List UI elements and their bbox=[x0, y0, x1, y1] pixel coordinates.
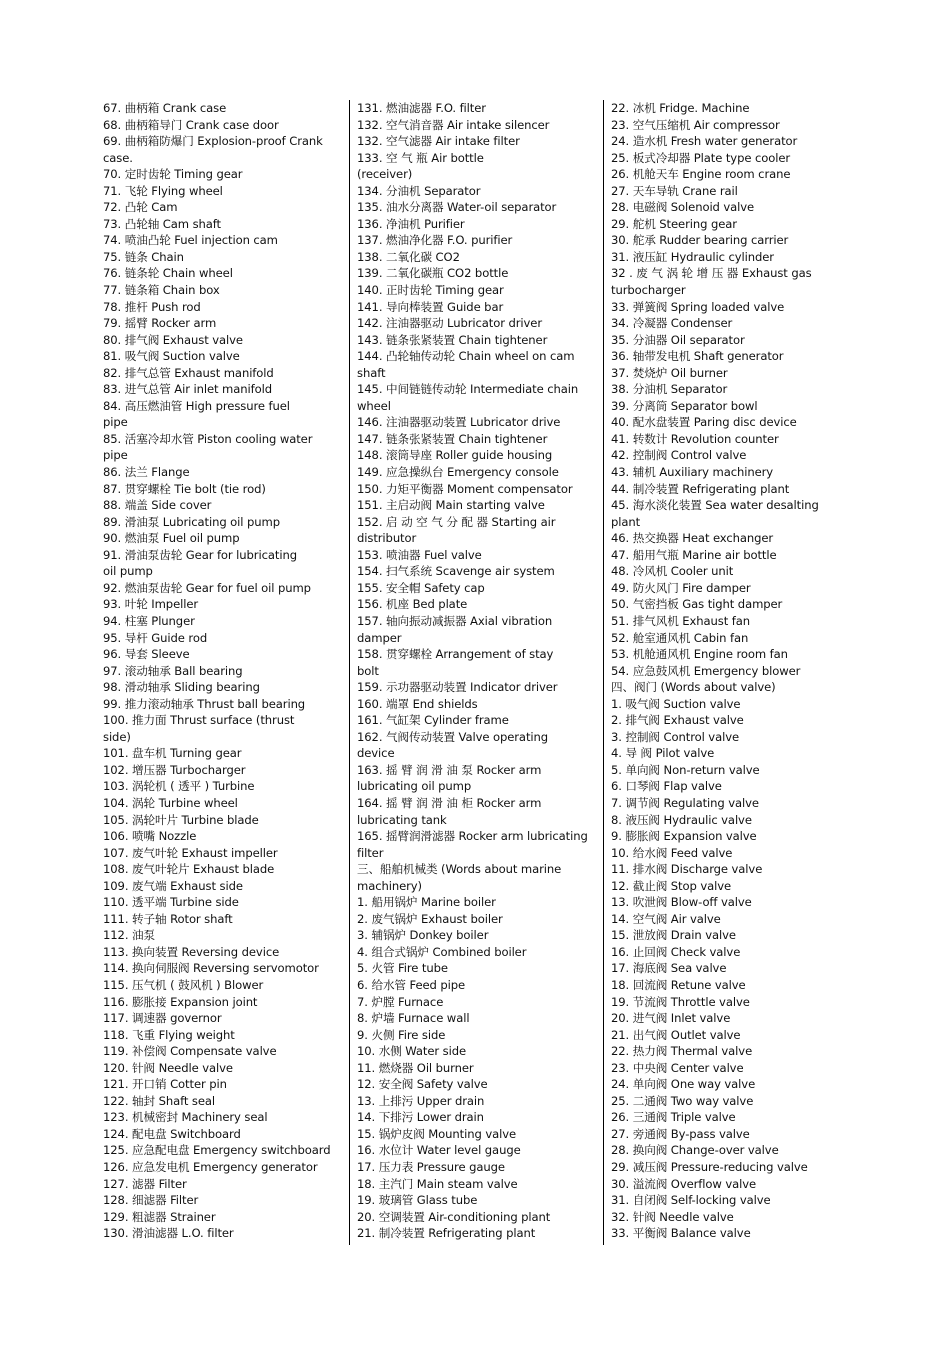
text-line: 145. 中间链链传动轮 Intermediate chain bbox=[357, 382, 579, 397]
text-line: 47. 船用气瓶 Marine air bottle bbox=[611, 547, 777, 562]
text-line: 71. 飞轮 Flying wheel bbox=[103, 183, 223, 198]
text-line: 32. 针阀 Needle valve bbox=[611, 1209, 734, 1224]
text-line: 17. 海底阀 Sea valve bbox=[611, 961, 727, 976]
text-line: 138. 二氧化碳 CO2 bbox=[357, 249, 460, 264]
text-line: 24. 造水机 Fresh water generator bbox=[611, 134, 798, 149]
text-line: 37. 焚烧炉 Oil burner bbox=[611, 365, 728, 380]
text-line: 48. 冷风机 Cooler unit bbox=[611, 564, 734, 579]
text-line: 13. 吹泄阀 Blow-off valve bbox=[611, 895, 752, 910]
text-line: 51. 排气风机 Exhaust fan bbox=[611, 613, 750, 628]
text-line: 53. 机舱通风机 Engine room fan bbox=[611, 647, 788, 662]
text-line: 16. 止回阀 Check valve bbox=[611, 944, 741, 959]
text-line: 122. 轴封 Shaft seal bbox=[103, 1093, 215, 1108]
text-line: 89. 滑油泵 Lubricating oil pump bbox=[103, 514, 280, 529]
text-line: 四、阀门 (Words about valve) bbox=[611, 680, 776, 695]
text-line: 69. 曲柄箱防爆门 Explosion-proof Crank bbox=[103, 134, 323, 149]
text-line: 39. 分离筒 Separator bowl bbox=[611, 398, 758, 413]
text-line: 105. 涡轮叶片 Turbine blade bbox=[103, 812, 259, 827]
text-line: 31. 液压缸 Hydraulic cylinder bbox=[611, 249, 774, 264]
text-line: 80. 排气阀 Exhaust valve bbox=[103, 332, 243, 347]
text-line: 2. 废气锅炉 Exhaust boiler bbox=[357, 911, 503, 926]
text-line: 141. 导向棒装置 Guide bar bbox=[357, 299, 504, 314]
text-line: 21. 出气阀 Outlet valve bbox=[611, 1027, 741, 1042]
text-line: 96. 导套 Sleeve bbox=[103, 647, 190, 662]
text-line: 117. 调速器 governor bbox=[103, 1011, 222, 1026]
text-line: 50. 气密挡板 Gas tight damper bbox=[611, 597, 783, 612]
text-line: 149. 应急操纵台 Emergency console bbox=[357, 465, 559, 480]
text-line: 54. 应急鼓风机 Emergency blower bbox=[611, 663, 801, 678]
text-line: 21. 制冷装置 Refrigerating plant bbox=[357, 1226, 536, 1241]
text-line: 2. 排气阀 Exhaust valve bbox=[611, 713, 744, 728]
text-line: 4. 组合式锅炉 Combined boiler bbox=[357, 944, 527, 959]
text-line: 132. 空气消音器 Air intake silencer bbox=[357, 117, 550, 132]
text-line: 5. 单向阀 Non-return valve bbox=[611, 762, 760, 777]
text-line: 12. 安全阀 Safety valve bbox=[357, 1077, 488, 1092]
text-line: 128. 细滤器 Filter bbox=[103, 1193, 199, 1208]
column-2 bbox=[357, 100, 599, 1242]
text-line: 150. 力矩平衡器 Moment compensator bbox=[357, 481, 573, 496]
text-line: 146. 注油器驱动装置 Lubricator drive bbox=[357, 415, 561, 430]
text-line: lubricating tank bbox=[357, 812, 447, 827]
text-line: 115. 压气机 ( 鼓风机 ) Blower bbox=[103, 977, 264, 992]
text-line: 18. 回流阀 Retune valve bbox=[611, 977, 746, 992]
text-line: 120. 针阀 Needle valve bbox=[103, 1060, 233, 1075]
text-line: shaft bbox=[357, 365, 386, 380]
text-line: 8. 液压阀 Hydraulic valve bbox=[611, 812, 752, 827]
text-line: 3. 控制阀 Control valve bbox=[611, 729, 739, 744]
text-line: 106. 喷嘴 Nozzle bbox=[103, 829, 197, 844]
text-line: 119. 补偿阀 Compensate valve bbox=[103, 1044, 277, 1059]
text-line: 79. 摇臂 Rocker arm bbox=[103, 316, 217, 331]
column-3 bbox=[611, 100, 853, 1242]
text-line: 19. 节流阀 Throttle valve bbox=[611, 994, 750, 1009]
text-line: 97. 滚动轴承 Ball bearing bbox=[103, 663, 243, 678]
text-line: turbocharger bbox=[611, 283, 686, 298]
text-line: 82. 排气总管 Exhaust manifold bbox=[103, 365, 274, 380]
text-line: 68. 曲柄箱导门 Crank case door bbox=[103, 117, 279, 132]
text-line: 1. 吸气阀 Suction valve bbox=[611, 696, 741, 711]
text-line: 133. 空 气 瓶 Air bottle bbox=[357, 150, 484, 165]
text-line: 116. 膨胀接 Expansion joint bbox=[103, 994, 258, 1009]
text-line: 118. 飞重 Flying weight bbox=[103, 1027, 235, 1042]
column-divider-2 bbox=[603, 100, 604, 1245]
text-line: pipe bbox=[103, 415, 128, 430]
text-line: distributor bbox=[357, 531, 417, 546]
text-line: 75. 链条 Chain bbox=[103, 249, 184, 264]
text-line: 136. 净油机 Purifier bbox=[357, 216, 465, 231]
text-line: 44. 制冷装置 Refrigerating plant bbox=[611, 481, 790, 496]
text-line: side) bbox=[103, 729, 131, 744]
text-line: 109. 废气端 Exhaust side bbox=[103, 878, 243, 893]
text-line: 20. 进气阀 Inlet valve bbox=[611, 1011, 731, 1026]
text-line: 26. 三通阀 Triple valve bbox=[611, 1110, 736, 1125]
text-line: 35. 分油器 Oil separator bbox=[611, 332, 745, 347]
text-line: 7. 炉膛 Furnace bbox=[357, 994, 444, 1009]
text-line: 3. 辅锅炉 Donkey boiler bbox=[357, 928, 489, 943]
text-line: machinery) bbox=[357, 878, 422, 893]
text-line: 31. 自闭阀 Self-locking valve bbox=[611, 1193, 771, 1208]
text-line: 22. 热力阀 Thermal valve bbox=[611, 1044, 753, 1059]
text-line: 121. 开口销 Cotter pin bbox=[103, 1077, 227, 1092]
text-line: 160. 端罩 End shields bbox=[357, 696, 478, 711]
text-line: 74. 喷油凸轮 Fuel injection cam bbox=[103, 233, 278, 248]
text-line: 132. 空气滤器 Air intake filter bbox=[357, 134, 520, 149]
text-line: 90. 燃油泵 Fuel oil pump bbox=[103, 531, 240, 546]
text-line: 13. 上排污 Upper drain bbox=[357, 1093, 485, 1108]
text-line: 100. 推力面 Thrust surface (thrust bbox=[103, 713, 295, 728]
text-line: case. bbox=[103, 150, 133, 165]
text-line: 28. 换向阀 Change-over valve bbox=[611, 1143, 779, 1158]
text-line: 10. 给水阀 Feed valve bbox=[611, 845, 733, 860]
text-line: 88. 端盖 Side cover bbox=[103, 498, 212, 513]
text-line: 49. 防火风门 Fire damper bbox=[611, 580, 751, 595]
text-line: 1. 船用锅炉 Marine boiler bbox=[357, 895, 496, 910]
text-line: 135. 油水分离器 Water-oil separator bbox=[357, 200, 557, 215]
text-line: 27. 天车导轨 Crane rail bbox=[611, 183, 738, 198]
text-line: 140. 正时齿轮 Timing gear bbox=[357, 283, 504, 298]
text-line: 6. 给水管 Feed pipe bbox=[357, 977, 466, 992]
text-line: 34. 冷凝器 Condenser bbox=[611, 316, 733, 331]
text-line: 三、船舶机械类 (Words about marine bbox=[357, 862, 562, 877]
text-line: 144. 凸轮轴传动轮 Chain wheel on cam bbox=[357, 349, 575, 364]
text-line: 151. 主启动阀 Main starting valve bbox=[357, 498, 545, 513]
text-line: 112. 油泵 bbox=[103, 928, 155, 943]
text-line: 159. 示功器驱动装置 Indicator driver bbox=[357, 680, 558, 695]
text-line: 161. 气缸架 Cylinder frame bbox=[357, 713, 509, 728]
column-divider-1 bbox=[349, 100, 350, 1245]
text-line: 15. 泄放阀 Drain valve bbox=[611, 928, 736, 943]
text-line: 15. 锅炉皮阀 Mounting valve bbox=[357, 1126, 517, 1141]
text-line: 20. 空调装置 Air-conditioning plant bbox=[357, 1209, 551, 1224]
text-line: 107. 废气叶轮 Exhaust impeller bbox=[103, 845, 278, 860]
text-line: 147. 链条张紧装置 Chain tightener bbox=[357, 431, 548, 446]
text-line: 93. 叶轮 Impeller bbox=[103, 597, 199, 612]
text-line: 157. 轴向振动减振器 Axial vibration bbox=[357, 613, 553, 628]
text-line: bolt bbox=[357, 663, 379, 678]
text-line: 7. 调节阀 Regulating valve bbox=[611, 795, 759, 810]
text-line: 52. 舱室通风机 Cabin fan bbox=[611, 630, 749, 645]
text-line: 23. 空气压缩机 Air compressor bbox=[611, 117, 780, 132]
text-line: 154. 扫气系统 Scavenge air system bbox=[357, 564, 555, 579]
text-line: 38. 分油机 Separator bbox=[611, 382, 728, 397]
text-line: 17. 压力表 Pressure gauge bbox=[357, 1160, 505, 1174]
text-line: 123. 机械密封 Machinery seal bbox=[103, 1110, 268, 1125]
text-line: 114. 换向伺服阀 Reversing servomotor bbox=[103, 961, 319, 976]
text-line: 27. 旁通阀 By-pass valve bbox=[611, 1126, 750, 1141]
text-line: 108. 废气叶轮片 Exhaust blade bbox=[103, 862, 275, 877]
text-line: 29. 舵机 Steering gear bbox=[611, 216, 737, 231]
text-line: 163. 摇 臂 润 滑 油 泵 Rocker arm bbox=[357, 762, 542, 777]
text-line: 19. 玻璃管 Glass tube bbox=[357, 1193, 478, 1208]
text-line: 91. 滑油泵齿轮 Gear for lubricating bbox=[103, 547, 297, 562]
text-line: device bbox=[357, 746, 395, 761]
text-line: 32 . 废 气 涡 轮 增 压 器 Exhaust gas bbox=[611, 266, 812, 281]
text-line: 8. 炉墙 Furnace wall bbox=[357, 1011, 470, 1026]
text-line: 12. 截止阀 Stop valve bbox=[611, 878, 732, 893]
text-line: 124. 配电盘 Switchboard bbox=[103, 1126, 241, 1141]
text-line: 26. 机舱天车 Engine room crane bbox=[611, 167, 791, 182]
text-line: 22. 冰机 Fridge. Machine bbox=[611, 101, 750, 115]
text-line: 156. 机座 Bed plate bbox=[357, 597, 468, 612]
text-line: 85. 活塞冷却水管 Piston cooling water bbox=[103, 431, 313, 446]
text-line: 164. 摇 臂 润 滑 油 柜 Rocker arm bbox=[357, 795, 542, 810]
text-line: 99. 推力滚动轴承 Thrust ball bearing bbox=[103, 696, 306, 711]
text-line: 6. 口琴阀 Flap valve bbox=[611, 779, 722, 794]
text-line: 153. 喷油器 Fuel valve bbox=[357, 547, 482, 562]
text-line: 94. 柱塞 Plunger bbox=[103, 613, 195, 628]
text-line: 73. 凸轮轴 Cam shaft bbox=[103, 216, 221, 231]
text-line: 127. 滤器 Filter bbox=[103, 1176, 187, 1191]
text-line: 33. 弹簧阀 Spring loaded valve bbox=[611, 299, 785, 314]
text-line: 29. 减压阀 Pressure-reducing valve bbox=[611, 1160, 808, 1174]
text-line: 143. 链条张紧装置 Chain tightener bbox=[357, 332, 548, 347]
text-line: 70. 定时齿轮 Timing gear bbox=[103, 167, 243, 182]
text-line: 23. 中央阀 Center valve bbox=[611, 1060, 744, 1075]
text-line: 104. 涡轮 Turbine wheel bbox=[103, 795, 238, 810]
text-line: 92. 燃油泵齿轮 Gear for fuel oil pump bbox=[103, 580, 311, 595]
text-line: wheel bbox=[357, 398, 391, 413]
text-line: (receiver) bbox=[357, 167, 413, 182]
text-line: 4. 导 阀 Pilot valve bbox=[611, 746, 715, 761]
text-line: 36. 轴带发电机 Shaft generator bbox=[611, 349, 784, 364]
column-1 bbox=[103, 100, 343, 1242]
text-line: 81. 吸气阀 Suction valve bbox=[103, 349, 240, 364]
text-line: pipe bbox=[103, 448, 128, 463]
text-line: 40. 配水盘装置 Paring disc device bbox=[611, 415, 797, 430]
text-line: 98. 滑动轴承 Sliding bearing bbox=[103, 680, 260, 695]
text-line: 9. 膨胀阀 Expansion valve bbox=[611, 829, 757, 844]
text-line: 148. 滚筒导座 Roller guide housing bbox=[357, 448, 553, 463]
text-line: 130. 滑油滤器 L.O. filter bbox=[103, 1226, 234, 1241]
text-line: 14. 下排污 Lower drain bbox=[357, 1110, 484, 1125]
text-line: 142. 注油器驱动 Lubricator driver bbox=[357, 316, 542, 331]
text-line: 5. 火管 Fire tube bbox=[357, 961, 448, 976]
text-line: 72. 凸轮 Cam bbox=[103, 200, 178, 215]
text-line: 134. 分油机 Separator bbox=[357, 183, 481, 198]
text-line: 9. 火侧 Fire side bbox=[357, 1027, 446, 1042]
text-line: 77. 链条箱 Chain box bbox=[103, 283, 220, 298]
text-line: 24. 单向阀 One way valve bbox=[611, 1077, 756, 1092]
text-line: 10. 水侧 Water side bbox=[357, 1044, 467, 1059]
text-line: 16. 水位计 Water level gauge bbox=[357, 1143, 521, 1158]
text-line: 28. 电磁阀 Solenoid valve bbox=[611, 200, 755, 215]
text-line: 14. 空气阀 Air valve bbox=[611, 911, 721, 926]
text-line: 11. 燃烧器 Oil burner bbox=[357, 1060, 474, 1075]
text-line: 152. 启 动 空 气 分 配 器 Starting air bbox=[357, 514, 556, 529]
text-line: 42. 控制阀 Control valve bbox=[611, 448, 747, 463]
text-line: 87. 贯穿螺栓 Tie bolt (tie rod) bbox=[103, 481, 266, 496]
text-line: plant bbox=[611, 514, 641, 529]
text-line: 125. 应急配电盘 Emergency switchboard bbox=[103, 1143, 331, 1158]
text-line: 46. 热交换器 Heat exchanger bbox=[611, 531, 774, 546]
text-line: 76. 链条轮 Chain wheel bbox=[103, 266, 233, 281]
text-line: 33. 平衡阀 Balance valve bbox=[611, 1226, 751, 1241]
text-line: 165. 摇臂润滑滤器 Rocker arm lubricating bbox=[357, 829, 588, 844]
text-line: 131. 燃油滤器 F.O. filter bbox=[357, 101, 486, 115]
text-line: 139. 二氧化碳瓶 CO2 bottle bbox=[357, 266, 509, 281]
text-line: 43. 辅机 Auxiliary machinery bbox=[611, 465, 774, 480]
text-line: 95. 导杆 Guide rod bbox=[103, 630, 208, 645]
text-line: 67. 曲柄箱 Crank case bbox=[103, 101, 227, 115]
text-line: filter bbox=[357, 845, 384, 860]
text-line: 25. 二通阀 Two way valve bbox=[611, 1093, 754, 1108]
text-line: 101. 盘车机 Turning gear bbox=[103, 746, 242, 761]
text-line: 83. 进气总管 Air inlet manifold bbox=[103, 382, 272, 397]
text-line: 126. 应急发电机 Emergency generator bbox=[103, 1160, 318, 1174]
text-line: 162. 气阀传动装置 Valve operating bbox=[357, 729, 549, 744]
text-line: oil pump bbox=[103, 564, 153, 579]
text-line: 30. 舵承 Rudder bearing carrier bbox=[611, 233, 789, 248]
text-line: lubricating oil pump bbox=[357, 779, 472, 794]
text-line: damper bbox=[357, 630, 402, 645]
text-line: 137. 燃油净化器 F.O. purifier bbox=[357, 233, 513, 248]
text-line: 103. 涡轮机 ( 透平 ) Turbine bbox=[103, 779, 255, 794]
text-line: 86. 法兰 Flange bbox=[103, 465, 190, 480]
text-line: 78. 推杆 Push rod bbox=[103, 299, 201, 314]
text-line: 129. 粗滤器 Strainer bbox=[103, 1209, 216, 1224]
text-line: 111. 转子轴 Rotor shaft bbox=[103, 911, 233, 926]
text-line: 25. 板式冷却器 Plate type cooler bbox=[611, 150, 791, 165]
text-line: 11. 排水阀 Discharge valve bbox=[611, 862, 763, 877]
text-line: 155. 安全帽 Safety cap bbox=[357, 580, 485, 595]
text-line: 30. 溢流阀 Overflow valve bbox=[611, 1176, 757, 1191]
text-line: 110. 透平端 Turbine side bbox=[103, 895, 239, 910]
text-line: 41. 转数计 Revolution counter bbox=[611, 431, 779, 446]
text-line: 113. 换向装置 Reversing device bbox=[103, 944, 280, 959]
text-line: 45. 海水淡化装置 Sea water desalting bbox=[611, 498, 819, 513]
text-line: 84. 高压燃油管 High pressure fuel bbox=[103, 398, 290, 413]
text-line: 18. 主汽门 Main steam valve bbox=[357, 1176, 518, 1191]
text-line: 102. 增压器 Turbocharger bbox=[103, 762, 246, 777]
text-line: 158. 贯穿螺栓 Arrangement of stay bbox=[357, 647, 554, 662]
